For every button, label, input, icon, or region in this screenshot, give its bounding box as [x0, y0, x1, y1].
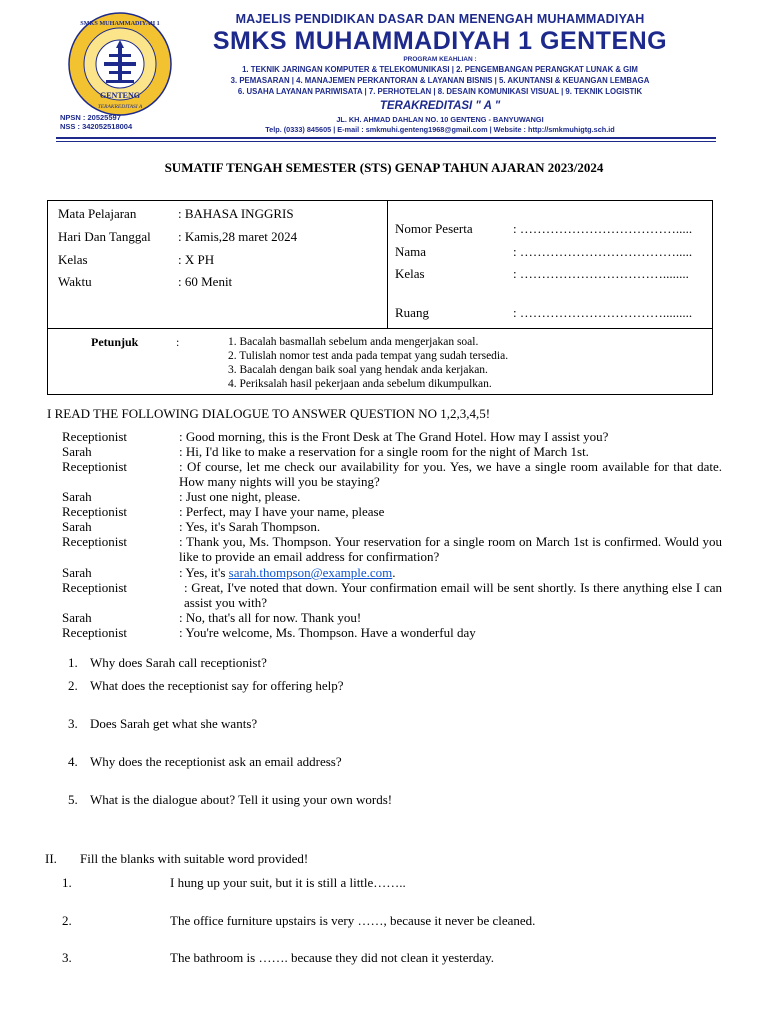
program-line: 3. PEMASARAN | 4. MANAJEMEN PERKANTORAN & LAYANAN BISNIS | 5. AKUNTANSI & KEUANGAN LEMBAGA [230, 76, 650, 85]
instruction-item: 4. Periksalah hasil pekerjaan anda sebelum dikumpulkan. [228, 378, 492, 390]
speaker: Receptionist [62, 534, 127, 549]
npsn-text: NPSN : 20525597 [60, 113, 121, 122]
utterance: : No, that's all for now. Thank you! [179, 610, 362, 625]
item-number: 2. [62, 913, 72, 928]
logo-top-text: SMKS MUHAMMADIYAH 1 [80, 20, 160, 27]
speaker: Receptionist [62, 625, 127, 640]
logo-ring-text: TERAKREDITASI A [97, 104, 143, 110]
school-address: JL. KH. AHMAD DAHLAN NO. 10 GENTENG - BANYUWANGI [336, 115, 544, 124]
question-item [68, 754, 342, 770]
utterance: : You're welcome, Ms. Thompson. Have a wonderful day [179, 625, 476, 640]
section-2-title [45, 851, 308, 867]
speaker: Receptionist [62, 504, 127, 519]
speaker: Receptionist [62, 459, 127, 474]
majelis-title: MAJELIS PENDIDIKAN DASAR DAN MENENGAH MUHAMMADIYAH [235, 12, 645, 26]
utterance: : Just one night, please. [179, 489, 301, 504]
utterance: : Great, I've noted that down. Your confirmation email will be sent shortly. Is there anything else I can assist you with? [184, 580, 722, 610]
detail-value: : Kamis,28 maret 2024 [178, 229, 298, 244]
detail-row [58, 274, 232, 290]
class-field[interactable]: : ……………………………........ [513, 266, 689, 281]
header-rule [56, 137, 716, 139]
fill-blank-item [62, 875, 406, 891]
utterance-text: : Yes, it's [179, 565, 229, 580]
exam-title: SUMATIF TENGAH SEMESTER (STS) GENAP TAHUN AJARAN 2023/2024 [164, 160, 604, 175]
room-field[interactable]: : ……………………………......... [513, 305, 693, 320]
email-link[interactable]: sarah.thompson@example.com [228, 565, 393, 580]
detail-value: : BAHASA INGGRIS [178, 206, 294, 221]
item-number: 1. [62, 875, 72, 890]
instructions-list [228, 335, 508, 391]
school-contact: Telp. (0333) 845605 | E-mail : smkmuhi.genteng1968@gmail.com | Website : http://smkmuhigtg.sch.id [265, 125, 615, 134]
speaker: Sarah [62, 444, 92, 459]
school-logo [68, 12, 172, 116]
letterhead-text [180, 12, 700, 135]
utterance: : Perfect, may I have your name, please [179, 504, 385, 519]
field-label: Kelas [395, 266, 425, 281]
field-label: Nama [395, 244, 427, 259]
question-item [68, 678, 344, 694]
utterance [179, 565, 722, 580]
school-ids [60, 113, 180, 131]
instructions-label: Petunjuk [91, 335, 139, 349]
speaker: Receptionist [62, 429, 127, 444]
participant-number-field[interactable]: : ………………………………..... [513, 221, 693, 236]
name-field[interactable]: : ………………………………..... [513, 244, 693, 259]
student-field-row[interactable] [395, 244, 692, 260]
letterhead [0, 0, 768, 140]
fill-blank-item [62, 913, 535, 929]
student-field-row[interactable] [395, 305, 692, 321]
student-field-row[interactable] [395, 221, 692, 237]
detail-row [58, 252, 214, 268]
student-field-row[interactable] [395, 266, 689, 282]
item-text: The office furniture upstairs is very ……, because it never be cleaned. [170, 913, 536, 928]
detail-value: : 60 Menit [178, 274, 233, 289]
question-item [68, 655, 267, 671]
question-number: 3. [68, 716, 78, 731]
speaker: Receptionist [62, 580, 127, 595]
instruction-item: 3. Bacalah dengan baik soal yang hendak anda kerjakan. [228, 364, 488, 376]
student-info-box [47, 200, 713, 395]
speaker: Sarah [62, 565, 92, 580]
instruction-item: 2. Tulislah nomor test anda pada tempat yang sudah tersedia. [228, 350, 509, 362]
question-number: 2. [68, 678, 78, 693]
item-text: I hung up your suit, but it is still a little…….. [170, 875, 406, 890]
question-number: 5. [68, 792, 78, 807]
detail-label: Mata Pelajaran [58, 206, 137, 221]
item-number: 3. [62, 950, 72, 965]
school-name: SMKS MUHAMMADIYAH 1 GENTENG [212, 27, 668, 55]
detail-row [58, 229, 297, 245]
speaker: Sarah [62, 519, 92, 534]
detail-row [58, 206, 294, 222]
detail-label: Waktu [58, 274, 92, 289]
accreditation: TERAKREDITASI " A " [379, 100, 501, 112]
box-divider [48, 328, 712, 329]
field-label: Nomor Peserta [395, 221, 473, 236]
utterance-text: . [392, 565, 396, 580]
question-number: 4. [68, 754, 78, 769]
header-rule [56, 141, 716, 142]
question-item [68, 716, 257, 732]
instructions-colon: : [176, 335, 180, 349]
utterance: : Hi, I'd like to make a reservation for a single room for the night of March 1st. [179, 444, 589, 459]
utterance: : Of course, let me check our availability for you. Yes, we have a single room available for that date. How many nights will you be staying? [179, 459, 722, 489]
question-text: Why does Sarah call receptionist? [90, 655, 267, 670]
item-text: The bathroom is ……. because they did not clean it yesterday. [170, 950, 495, 965]
section-number: II. [45, 851, 57, 866]
question-item [68, 792, 392, 808]
speaker: Sarah [62, 610, 92, 625]
program-line: 1. TEKNIK JARINGAN KOMPUTER & TELEKOMUNIKASI | 2. PENGEMBANGAN PERANGKAT LUNAK & GIM [242, 65, 638, 74]
question-number: 1. [68, 655, 78, 670]
utterance: : Thank you, Ms. Thompson. Your reservation for a single room on March 1st is confirmed. Would you like to provide an email address for confirmation? [179, 534, 722, 564]
detail-value: : X PH [178, 252, 215, 267]
instruction-item: 1. Bacalah basmallah sebelum anda mengerjakan soal. [228, 336, 479, 348]
question-text: Why does the receptionist ask an email address? [90, 754, 342, 769]
program-title: PROGRAM KEAHLIAN : [403, 56, 477, 63]
question-text: Does Sarah get what she wants? [90, 716, 258, 731]
fill-blank-item [62, 950, 494, 966]
utterance: : Good morning, this is the Front Desk at The Grand Hotel. How may I assist you? [179, 429, 609, 444]
nss-text: NSS : 342052518004 [60, 122, 133, 131]
question-text: What does the receptionist say for offering help? [90, 678, 344, 693]
field-label: Ruang [395, 305, 429, 320]
detail-label: Hari Dan Tanggal [58, 229, 151, 244]
question-text: What is the dialogue about? Tell it using your own words! [90, 792, 393, 807]
program-line: 6. USAHA LAYANAN PARIWISATA | 7. PERHOTELAN | 8. DESAIN KOMUNIKASI VISUAL | 9. TEKNIK LOGISTIK [237, 87, 643, 96]
logo-bottom-text: GENTENG [99, 91, 141, 100]
utterance: : Yes, it's Sarah Thompson. [179, 519, 321, 534]
section-1-title: I READ THE FOLLOWING DIALOGUE TO ANSWER QUESTION NO 1,2,3,4,5! [47, 406, 491, 421]
speaker: Sarah [62, 489, 92, 504]
detail-label: Kelas [58, 252, 88, 267]
section-title-text: Fill the blanks with suitable word provided! [80, 851, 309, 866]
